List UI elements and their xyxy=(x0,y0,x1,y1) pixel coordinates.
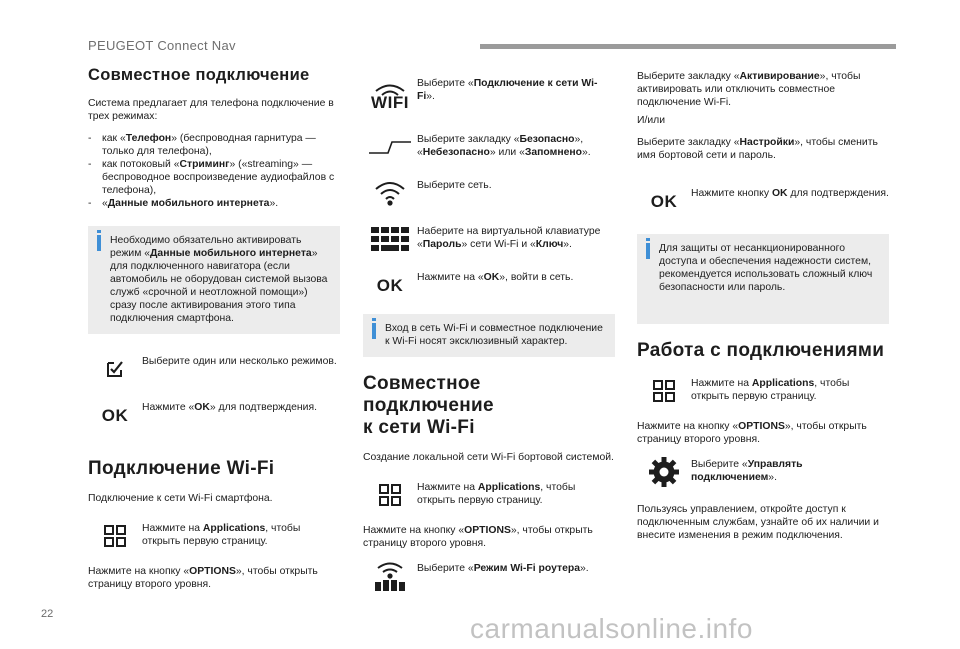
or-text: И/или xyxy=(637,115,666,126)
list-item: - как потоковый «Стриминг» («streaming» — беспроводное воспроизведение аудиофайлов с телефона), xyxy=(88,159,335,196)
info-icon xyxy=(97,235,101,251)
tabs-icon xyxy=(363,130,417,164)
applications-grid-icon xyxy=(637,374,691,408)
header-rule xyxy=(480,44,896,49)
gear-icon xyxy=(637,455,691,489)
column-1 xyxy=(88,66,340,600)
info-note: Вход в сеть Wi-Fi и совместное подключение к Wi-Fi носят эксклюзивный характер. xyxy=(363,314,615,357)
heading-manage: Работа с подключениями xyxy=(637,340,885,361)
heading-sharing: Совместное подключение xyxy=(88,66,310,84)
applications-grid-icon xyxy=(363,478,417,512)
step-applications: Нажмите на Applications, чтобы открыть первую страницу. xyxy=(637,374,889,408)
list-item: - «Данные мобильного интернета». xyxy=(88,198,279,209)
checkbox-icon xyxy=(88,352,142,386)
heading-wifi: Подключение Wi-Fi xyxy=(88,458,275,479)
final-text: Пользуясь управлением, откройте доступ к подключенным службам, узнайте об их наличии и внесите изменения в режим подключения. xyxy=(637,504,879,541)
router-icon xyxy=(363,559,417,593)
ok-icon: OK xyxy=(650,191,678,211)
step-confirm: OK Нажмите «OK» для подтверждения. xyxy=(88,398,340,432)
step-applications: Нажмите на Applications, чтобы открыть первую страницу. xyxy=(363,478,615,512)
step-tabs: Выберите закладку «Безопасно», «Небезопасно» или «Запомнено». xyxy=(363,130,615,164)
step-select-network: Выберите сеть. xyxy=(363,176,615,210)
step-manage-connection: Выберите «Управлять подключением». xyxy=(637,455,889,489)
options-text: Нажмите на кнопку «OPTIONS», чтобы открыть страницу второго уровня. xyxy=(363,525,593,549)
step-select-modes: Выберите один или несколько режимов. xyxy=(88,352,340,386)
options-text: Нажмите на кнопку «OPTIONS», чтобы открыть страницу второго уровня. xyxy=(637,421,867,445)
wifi-icon: WIFI xyxy=(363,74,417,118)
step-applications: Нажмите на Applications, чтобы открыть первую страницу. xyxy=(88,519,340,553)
wifi-signal-icon xyxy=(363,176,417,210)
step-router-mode: Выберите «Режим Wi-Fi роутера». xyxy=(363,559,615,593)
step-ok-login: OK Нажмите на «OK», войти в сеть. xyxy=(363,268,615,302)
column-3 xyxy=(637,70,889,551)
step-wifi-connect: WIFI Выберите «Подключение к сети Wi-Fi». xyxy=(363,74,615,118)
info-note: Необходимо обязательно активировать режим «Данные мобильного интернета» для подключенного навигатора (если автомобиль не оборудован системой вызова служб «срочной и неотложной помощи») сразу после активирования этого типа подключения смартфона. xyxy=(88,226,340,334)
info-note: Для защиты от несанкционированного доступа и обеспечения надежности систем, рекомендуется использовать сложный ключ безопасности или пароль. xyxy=(637,234,889,324)
page-number: 22 xyxy=(41,608,54,620)
settings-text: Выберите закладку «Настройки», чтобы сменить имя бортовой сети и пароль. xyxy=(637,137,878,161)
activation-text: Выберите закладку «Активирование», чтобы активировать или отключить совместное подключение Wi-Fi. xyxy=(637,71,861,108)
watermark: carmanualsonline.info xyxy=(470,613,753,644)
ok-icon: OK xyxy=(101,405,129,425)
step-keyboard: Наберите на виртуальной клавиатуре «Пароль» сети Wi-Fi и «Ключ». xyxy=(363,222,615,256)
info-icon xyxy=(646,243,650,259)
options-text: Нажмите на кнопку «OPTIONS», чтобы открыть страницу второго уровня. xyxy=(88,566,318,590)
intro-text: Система предлагает для телефона подключение в трех режимах: xyxy=(88,98,334,122)
keyboard-icon xyxy=(363,222,417,256)
header-title: PEUGEOT Connect Nav xyxy=(88,38,236,53)
applications-grid-icon xyxy=(88,519,142,553)
wifi-intro: Подключение к сети Wi-Fi смартфона. xyxy=(88,493,273,504)
ok-icon: OK xyxy=(376,275,404,295)
heading-hotspot: Совместное подключение к сети Wi-Fi xyxy=(363,373,494,438)
info-icon xyxy=(372,323,376,339)
list-item: - как «Телефон» (беспроводная гарнитура — только для телефона), xyxy=(88,133,316,157)
column-2 xyxy=(363,68,615,605)
step-confirm: OK Нажмите кнопку OK для подтверждения. xyxy=(637,184,889,218)
hotspot-intro: Создание локальной сети Wi-Fi бортовой системой. xyxy=(363,452,614,463)
